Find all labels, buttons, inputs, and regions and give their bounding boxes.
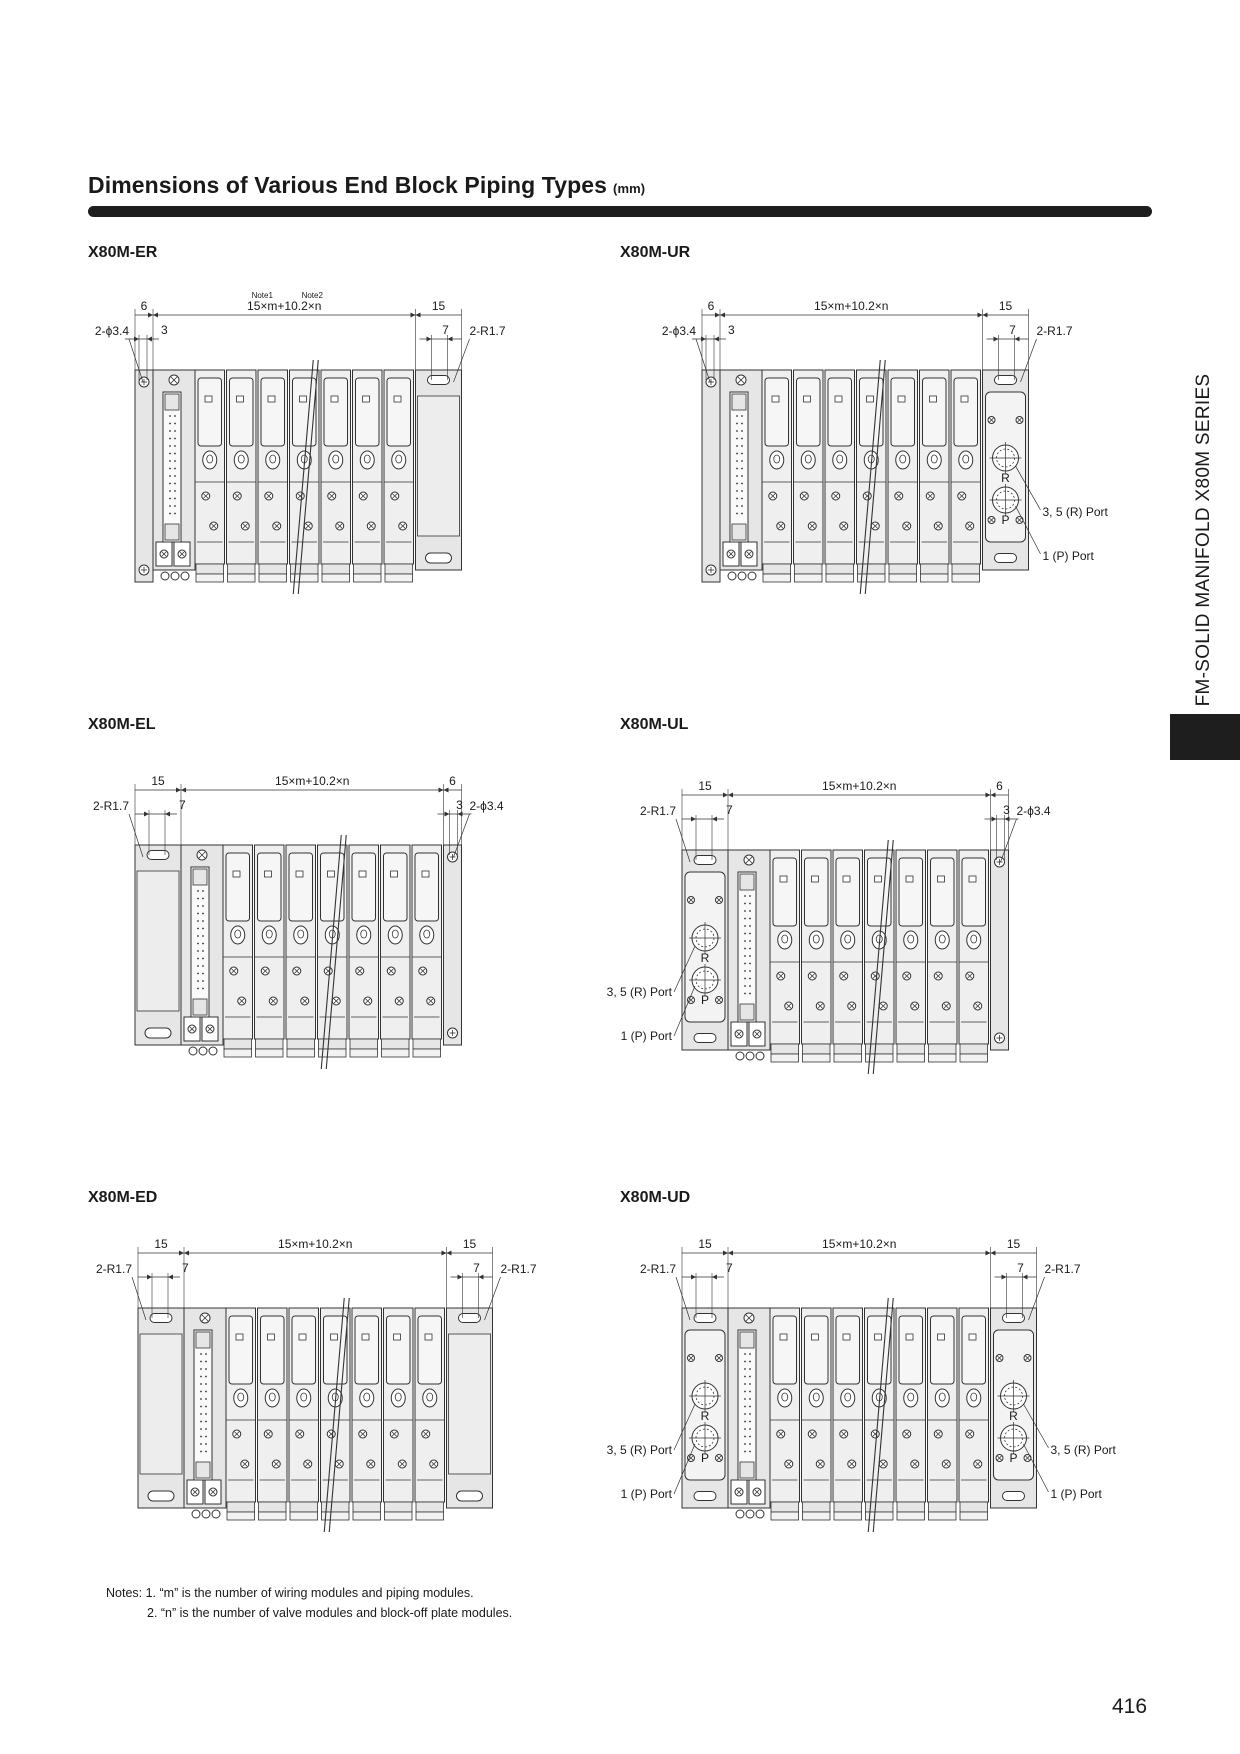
port-end-block-left <box>682 850 728 1050</box>
port-letter-p: P <box>1009 1451 1018 1465</box>
page-title <box>88 172 645 199</box>
left-callout-label: 2-R1.7 <box>95 1262 132 1276</box>
dim-top-center: 15×m+10.2×n <box>822 779 897 793</box>
valve-module <box>833 1308 863 1520</box>
valve-module <box>352 1308 382 1520</box>
side-tab-marker <box>1170 714 1240 760</box>
valve-modules <box>223 845 442 1057</box>
port-end-block-right <box>991 1308 1037 1508</box>
end-block-right <box>447 1308 493 1508</box>
diagram-x80m-ul <box>606 775 1072 1135</box>
wiring-module <box>720 370 762 580</box>
dim-left-small: 7 <box>726 1261 733 1275</box>
note1-marker: Note1 <box>251 291 273 300</box>
dim-right-small: 7 <box>473 1261 480 1275</box>
right-callout-label: 2-ϕ3.4 <box>469 799 504 813</box>
notes <box>106 1583 512 1623</box>
valve-module <box>959 850 989 1062</box>
dim-top-center: 15×m+10.2×n <box>275 774 350 788</box>
valve-module <box>227 370 257 582</box>
diagram-x80m-ud <box>606 1233 1116 1593</box>
port-callout-p: 1 (P) Port <box>1050 1487 1102 1501</box>
note2-marker: Note2 <box>301 291 323 300</box>
dim-top-right: 6 <box>449 774 456 788</box>
diagram-x80m-ur <box>652 295 1108 655</box>
left-callout-label: 2-ϕ3.4 <box>94 324 129 338</box>
port-callout-p: 1 (P) Port <box>1042 549 1094 563</box>
valve-modules <box>762 370 981 582</box>
diagram-x80m-ed <box>88 1233 537 1593</box>
wiring-module <box>728 850 770 1060</box>
port-callouts <box>1016 466 1109 563</box>
port-callout-r: 3, 5 (R) Port <box>1042 505 1108 519</box>
valve-module <box>920 370 950 582</box>
valve-module <box>833 850 863 1062</box>
dim-top-right: 15 <box>1006 1237 1021 1251</box>
title-unit: (mm) <box>613 181 646 196</box>
dim-top-left: 15 <box>698 779 712 793</box>
port-letter-p: P <box>1001 513 1010 527</box>
page-number: 416 <box>1112 1695 1148 1718</box>
dim-left-small: 3 <box>728 323 735 337</box>
valve-module <box>226 1308 256 1520</box>
dim-top-left: 6 <box>140 299 148 313</box>
valve-module <box>353 370 383 582</box>
valve-modules <box>226 1308 445 1520</box>
dim-top-center: 15×m+10.2×n <box>278 1237 353 1251</box>
drawing-svg <box>85 291 525 655</box>
port-end-block-left <box>682 1308 728 1508</box>
model-label-ud: X80M-UD <box>620 1189 691 1206</box>
valve-modules <box>770 850 989 1062</box>
valve-module <box>794 370 824 582</box>
valve-module <box>195 370 225 582</box>
port-letter-r: R <box>1001 471 1010 485</box>
valve-module <box>802 850 832 1062</box>
wiring-module <box>181 845 223 1055</box>
valve-module <box>223 845 253 1057</box>
dim-top-left: 15 <box>151 774 165 788</box>
dim-right-small: 3 <box>1003 803 1010 817</box>
valve-module <box>951 370 981 582</box>
left-callout-label: 2-R1.7 <box>92 799 129 813</box>
port-end-block-right <box>983 370 1029 570</box>
port-callout-r: 3, 5 (R) Port <box>606 985 672 999</box>
title-text: Dimensions of Various End Block Piping Types <box>88 172 608 198</box>
port-letter-p: P <box>700 1451 710 1465</box>
diagram-x80m-er <box>85 291 525 655</box>
valve-module <box>381 845 411 1057</box>
port-letter-r: R <box>700 1409 710 1423</box>
valve-module <box>384 370 414 582</box>
dim-top-left: 15 <box>698 1237 712 1251</box>
valve-module <box>415 1308 445 1520</box>
valve-module <box>802 1308 832 1520</box>
right-callout-label: 2-R1.7 <box>1036 324 1073 338</box>
valve-module <box>289 1308 319 1520</box>
valve-module <box>888 370 918 582</box>
dim-left-small: 3 <box>161 323 168 337</box>
valve-module <box>286 845 316 1057</box>
model-label-ul: X80M-UL <box>620 716 689 733</box>
dimension-lines <box>95 291 506 382</box>
dim-right-small: 3 <box>456 798 463 812</box>
valve-module <box>384 1308 414 1520</box>
valve-module <box>258 1308 288 1520</box>
drawing-svg <box>85 770 525 1130</box>
dim-right-small: 7 <box>442 323 449 337</box>
right-callout-label: 2-R1.7 <box>469 324 506 338</box>
valve-module <box>321 370 351 582</box>
valve-module <box>762 370 792 582</box>
model-label-er: X80M-ER <box>88 244 158 261</box>
drawing-svg <box>606 775 1072 1135</box>
dim-top-right: 6 <box>996 779 1003 793</box>
valve-module <box>928 1308 958 1520</box>
valve-module <box>255 845 285 1057</box>
valve-module <box>896 1308 926 1520</box>
dim-top-left: 6 <box>707 299 715 313</box>
model-label-ur: X80M-UR <box>620 244 691 261</box>
diagram-x80m-el <box>85 770 525 1130</box>
dim-top-left: 15 <box>154 1237 168 1251</box>
right-callout-label: 2-R1.7 <box>500 1262 537 1276</box>
dim-left-small: 7 <box>179 798 186 812</box>
valve-module <box>959 1308 989 1520</box>
port-letter-r: R <box>1009 1409 1018 1423</box>
valve-module <box>825 370 855 582</box>
left-callout-label: 2-ϕ3.4 <box>661 324 696 338</box>
model-label-el: X80M-EL <box>88 716 156 733</box>
port-callout-r: 3, 5 (R) Port <box>606 1443 672 1457</box>
dim-right-small: 7 <box>1017 1261 1024 1275</box>
port-callout-p: 1 (P) Port <box>620 1487 672 1501</box>
valve-module <box>349 845 379 1057</box>
note-2: 2. “n” is the number of valve modules and block-off plate modules. <box>147 1606 513 1620</box>
end-block-left <box>138 1308 184 1508</box>
drawing-svg <box>652 295 1108 655</box>
dim-top-center: 15×m+10.2×n <box>247 299 322 313</box>
port-callout-r: 3, 5 (R) Port <box>1050 1443 1116 1457</box>
valve-module <box>258 370 288 582</box>
valve-module <box>770 850 800 1062</box>
valve-module <box>928 850 958 1062</box>
valve-module <box>770 1308 800 1520</box>
dim-top-center: 15×m+10.2×n <box>814 299 889 313</box>
model-label-ed: X80M-ED <box>88 1189 158 1206</box>
dim-top-right: 15 <box>462 1237 477 1251</box>
drawing-svg <box>606 1233 1116 1593</box>
dim-top-right: 15 <box>431 299 446 313</box>
end-block-left <box>135 845 181 1045</box>
wiring-module <box>153 370 195 580</box>
valve-module <box>896 850 926 1062</box>
dim-right-small: 7 <box>1009 323 1016 337</box>
wiring-module <box>184 1308 226 1518</box>
end-block-right <box>416 370 462 570</box>
title-rule <box>88 206 1152 217</box>
note-1: Notes: 1. “m” is the number of wiring modules and piping modules. <box>106 1586 474 1600</box>
port-letter-r: R <box>700 951 710 965</box>
dim-top-right: 15 <box>998 299 1013 313</box>
side-tab-text: FM-SOLID MANIFOLD X80M SERIES <box>1193 373 1214 707</box>
valve-modules <box>195 370 414 582</box>
left-callout-label: 2-R1.7 <box>639 1262 676 1276</box>
valve-module <box>412 845 442 1057</box>
drawing-svg <box>88 1233 537 1593</box>
right-callout-label: 2-ϕ3.4 <box>1016 804 1051 818</box>
valve-modules <box>770 1308 989 1520</box>
dim-left-small: 7 <box>726 803 733 817</box>
right-callout-label: 2-R1.7 <box>1044 1262 1081 1276</box>
wiring-module <box>728 1308 770 1518</box>
dim-top-center: 15×m+10.2×n <box>822 1237 897 1251</box>
dim-left-small: 7 <box>182 1261 189 1275</box>
port-letter-p: P <box>700 993 710 1007</box>
port-callout-p: 1 (P) Port <box>620 1029 672 1043</box>
left-callout-label: 2-R1.7 <box>639 804 676 818</box>
